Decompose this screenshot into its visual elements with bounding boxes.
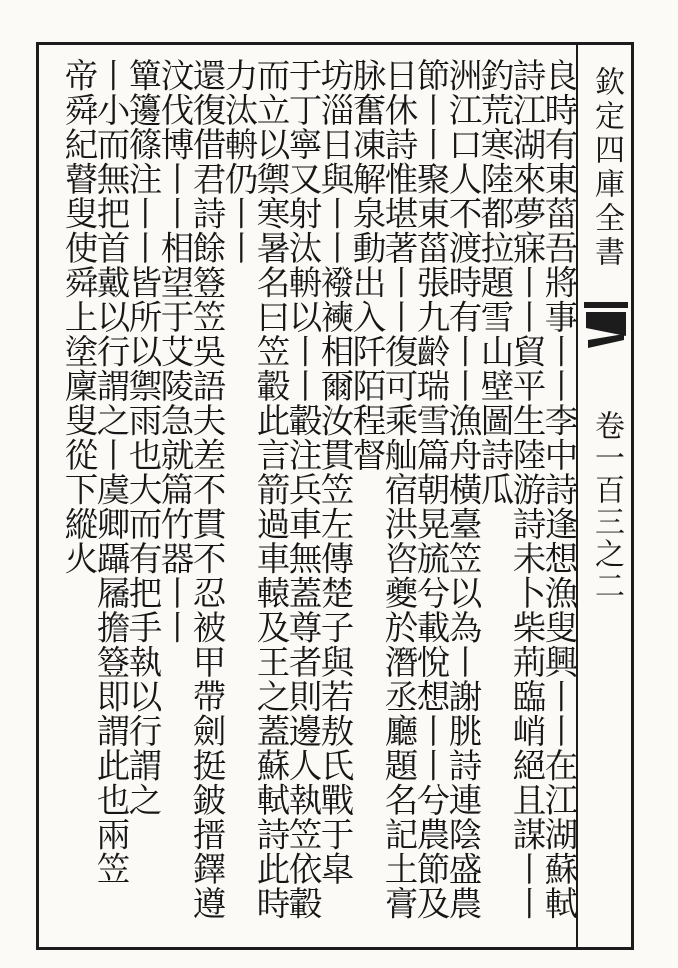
text-column-spacer xyxy=(40,58,60,938)
text-column-5: 節丨丨聚東菑張九齡瑞雪篇朝晃旈兮載悅想丨丨兮農節及 xyxy=(411,58,450,921)
text-column-14: 簞籩篠注丨丨皆所以禦雨也大而有把手執以行謂之 xyxy=(123,58,162,817)
text-column-3: 釣荒寒陸都拉題雪山壁圖詩瓜 xyxy=(475,58,514,507)
text-column-7: 脉奮凍解泉動出入阡陌程督 xyxy=(347,58,386,472)
text-column-11: 力汰輈仍丨丨 xyxy=(219,58,258,265)
text-column-16: 帝舜紀瞽叟使舜上塗廩叟從下縱火 xyxy=(59,58,98,576)
fish-tail-ornament xyxy=(580,300,632,358)
text-column-6: 日休詩惟堪著丨丨復可乘舢宿洪咨夔於潛丞廳題名記土膏 xyxy=(379,58,418,921)
text-column-10: 而立以禦寒暑名曰笠轂此言箭過車轅及王之蓋蘇軾詩此時 xyxy=(251,58,290,921)
margin-heading: 欽定四庫全書 xyxy=(589,66,624,270)
text-column-8: 坊淄日與丨丨襏襫相爾汝貫笠左傳楚子與若敖氏戰于皐 xyxy=(315,58,354,886)
text-column-4: 洲江口人不渡時有丨丨漁舟橫臺笠以為丨謝朓詩連陰盛農 xyxy=(443,58,482,921)
margin-volume: 卷一百三之二 xyxy=(589,410,624,602)
text-column-15: 丨小而無把首戴以行謂之丨虞卿躡屩擔簦即謂此也兩笠 xyxy=(91,58,130,886)
text-column-9: 于丁寧又射汰輈以丨丨轂注兵車無蓋尊者則邊人執笠依轂 xyxy=(283,58,322,921)
text-column-13: 汶伐博丨丨相望于艾陵急就篇竹器丨丨 xyxy=(155,58,194,645)
text-column-12: 還復借君詩餘簦笠吳語夫差不貫不忍被甲帶劍挺鈹搢鐸遵 xyxy=(187,58,226,921)
text-column-1: 良時有東菑吾將事丨丨李中詩逢想漁叟興丨丨在江湖蘇軾 xyxy=(539,58,578,921)
text-column-2: 詩江湖來夢寐丨丨貿平生陸游詩未卜柴荊臨峭絕且謀丨丨 xyxy=(507,58,546,921)
